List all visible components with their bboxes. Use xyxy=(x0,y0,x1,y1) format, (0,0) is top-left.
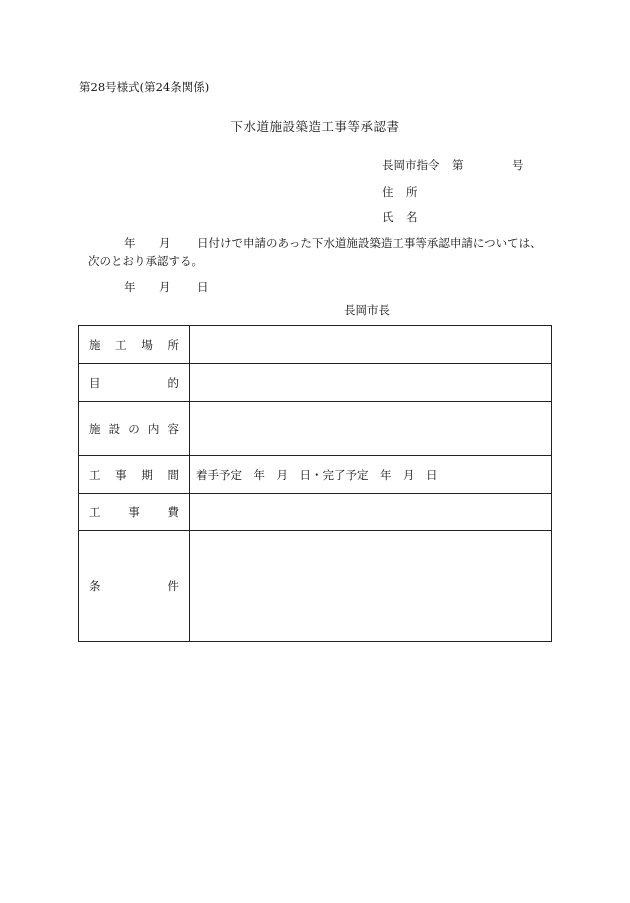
label-char: 工 xyxy=(89,467,101,482)
label-char: の xyxy=(128,421,140,436)
approval-table xyxy=(78,325,552,642)
issue-date xyxy=(0,280,630,294)
label-chars xyxy=(89,504,179,520)
row-label xyxy=(79,456,190,494)
label-char: 工 xyxy=(115,337,127,352)
form-number: 第28号様式(第24条関係) xyxy=(79,80,210,94)
directive-prefix: 長岡市指令 xyxy=(382,158,440,172)
body-line-2: 次のとおり承認する。 xyxy=(88,254,203,268)
name-char-1: 氏 xyxy=(382,210,394,224)
date-year: 年 xyxy=(124,280,136,294)
row-label xyxy=(79,364,190,402)
label-char: 施 xyxy=(89,421,101,436)
issuer-mayor: 長岡市長 xyxy=(344,303,390,317)
row-value xyxy=(190,531,552,642)
document-title: 下水道施設築造工事等承認書 xyxy=(230,119,400,134)
label-char: 目 xyxy=(89,375,101,390)
row-label xyxy=(79,402,190,456)
directive-number xyxy=(382,158,532,172)
body-text-1: 日付けで申請のあった下水道施設築造工事等承認申請については、 xyxy=(197,236,542,250)
label-char: 所 xyxy=(167,337,179,352)
address-char-2: 所 xyxy=(406,185,418,199)
label-chars xyxy=(89,421,179,437)
table-row xyxy=(79,531,552,642)
table-row xyxy=(79,364,552,402)
directive-dai: 第 xyxy=(452,158,464,172)
label-char: 条 xyxy=(89,579,101,593)
name-label xyxy=(382,210,442,224)
label-char: 的 xyxy=(167,375,179,390)
label-chars xyxy=(89,375,179,391)
row-value xyxy=(190,364,552,402)
table-row xyxy=(79,402,552,456)
name-char-2: 名 xyxy=(406,210,418,224)
label-chars xyxy=(89,467,179,483)
label-char: 内 xyxy=(147,421,160,436)
table-row xyxy=(79,494,552,531)
row-value xyxy=(190,326,552,364)
label-char: 工 xyxy=(89,505,101,519)
date-month: 月 xyxy=(159,280,171,294)
table-row xyxy=(79,456,552,494)
label-char: 設 xyxy=(108,421,121,436)
label-char: 期 xyxy=(141,467,153,482)
address-label xyxy=(382,185,442,199)
body-month: 月 xyxy=(159,236,171,250)
label-char: 件 xyxy=(167,579,179,593)
table-row xyxy=(79,326,552,364)
label-char: 間 xyxy=(167,467,179,482)
label-char: 費 xyxy=(167,505,179,519)
row-value xyxy=(190,402,552,456)
label-char: 事 xyxy=(128,505,140,519)
body-year: 年 xyxy=(124,236,136,250)
row-label xyxy=(79,531,190,642)
label-chars xyxy=(89,578,179,594)
label-chars xyxy=(89,337,179,353)
date-day: 日 xyxy=(197,280,209,294)
directive-go: 号 xyxy=(512,158,524,172)
row-value xyxy=(190,494,552,531)
label-char: 容 xyxy=(167,421,179,436)
label-char: 場 xyxy=(141,337,153,352)
body-line-1 xyxy=(0,236,630,250)
label-char: 施 xyxy=(89,337,101,352)
row-label xyxy=(79,494,190,531)
row-label xyxy=(79,326,190,364)
address-char-1: 住 xyxy=(382,185,394,199)
row-value: 着手予定 年 月 日・完了予定 年 月 日 xyxy=(190,456,552,494)
label-char: 事 xyxy=(115,467,127,482)
